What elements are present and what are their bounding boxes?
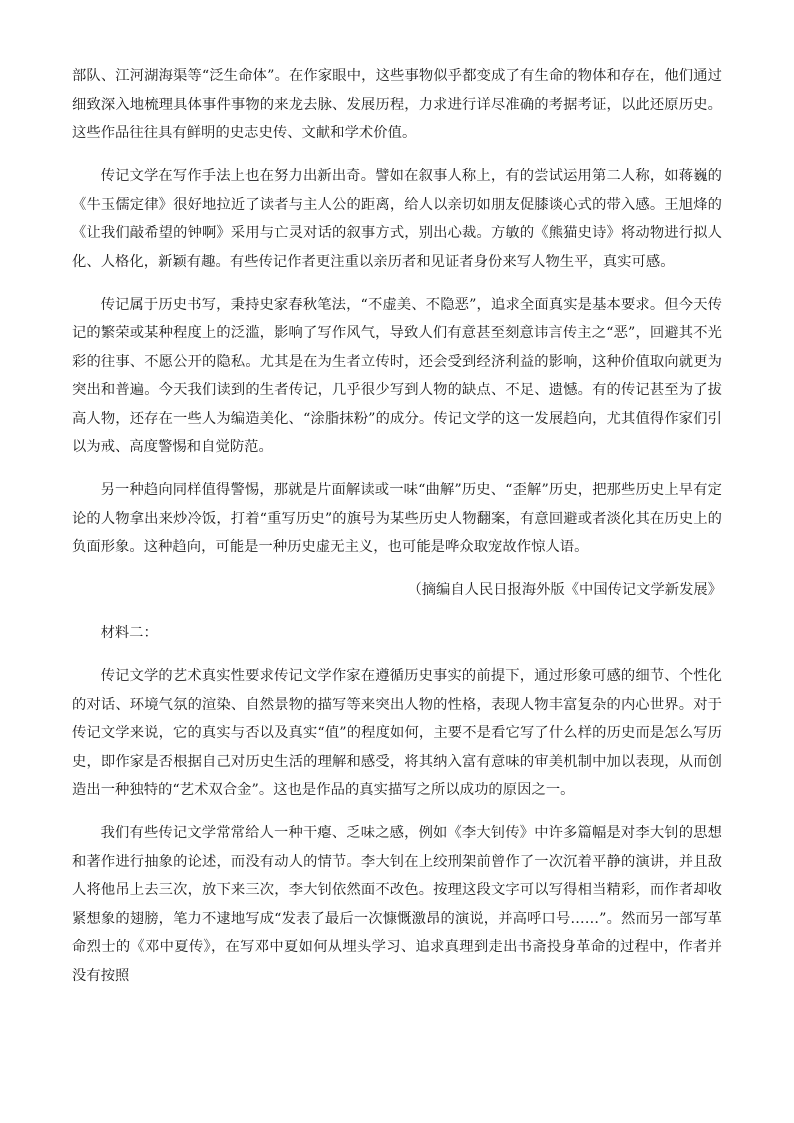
paragraph-2: 传记文学在写作手法上也在努力出新出奇。譬如在叙事人称上，有的尝试运用第二人称，如蒋巍的《牛玉儒定律》很好地拉近了读者与主人公的距离，给人以亲切如朋友促膝谈心式的带入感。王旭烽的《让我们敲希望的钟啊》采用与亡灵对话的叙事方式，别出心裁。方敏的《熊猫史诗》将动物进行拟人化、人格化，新颖有趣。有些传记作者更注重以亲历者和见证者身份来写人物生平，真实可感。	[72, 168, 722, 270]
paragraph-6: 我们有些传记文学常常给人一种干瘪、乏味之感，例如《李大钊传》中许多篇幅是对李大钊的思想和著作进行抽象的论述，而没有动人的情节。李大钊在上绞刑架前曾作了一次沉着平静的演讲，并且敌人将他吊上去三次，放下来三次，李大钊依然面不改色。按理这段文字可以写得相当精彩，而作者却收紧想象的翅膀，笔力不逮地写成“发表了最后一次慷慨激昂的演说，并高呼口号……”。然而另一部写革命烈士的《邓中夏传》，在写邓中夏如何从埋头学习、追求真理到走出书斋投身革命的过程中，作者并没有按照	[72, 825, 722, 984]
paragraph-5: 传记文学的艺术真实性要求传记文学作家在遵循历史事实的前提下，通过形象可感的细节、个性化的对话、环境气氛的渲染、自然景物的描写等来突出人物的性格，表现人物丰富复杂的内心世界。对于传记文学来说，它的真实与否以及真实“值”的程度如何，主要不是看它写了什么样的历史而是怎么写历史，即作家是否根据自己对历史生活的理解和感受，将其纳入富有意味的审美机制中加以表现，从而创造出一种独特的“艺术双合金”。这也是作品的真实描写之所以成功的原因之一。	[72, 668, 722, 798]
paragraph-4: 另一种趋向同样值得警惕，那就是片面解读或一味“曲解”历史、“歪解”历史，把那些历史上早有定论的人物拿出来炒冷饭，打着“重写历史”的旗号为某些历史人物翻案，有意回避或者淡化其在历史上的负面形象。这种趋向，可能是一种历史虚无主义，也可能是哗众取宠故作惊人语。	[72, 482, 722, 555]
paragraph-3: 传记属于历史书写，秉持史家春秋笔法，“不虚美、不隐恶”，追求全面真实是基本要求。但今天传记的繁荣或某种程度上的泛滥，影响了写作风气，导致人们有意甚至刻意讳言传主之“恶”，回避其不光彩的往事、不愿公开的隐私。尤其是在为生者立传时，还会受到经济利益的影响，这种价值取向就更为突出和普遍。今天我们读到的生者传记，几乎很少写到人物的缺点、不足、遗憾。有的传记甚至为了拔高人物，还存在一些人为编造美化、“涂脂抹粉”的成分。传记文学的这一发展趋向，尤其值得作家们引以为戒、高度警惕和自觉防范。	[72, 296, 722, 455]
paragraph-1: 部队、江河湖海渠等“泛生命体”。在作家眼中，这些事物似乎都变成了有生命的物体和存在，他们通过细致深入地梳理具体事件事物的来龙去脉、发展历程，力求进行详尽准确的考据考证，以此还原历史。这些作品往往具有鲜明的史志史传、文献和学术价值。	[72, 68, 722, 141]
source-citation: （摘编自人民日报海外版《中国传记文学新发展》	[407, 582, 722, 598]
document-page	[72, 62, 722, 1005]
section-heading-material-2: 材料二：	[100, 625, 158, 641]
